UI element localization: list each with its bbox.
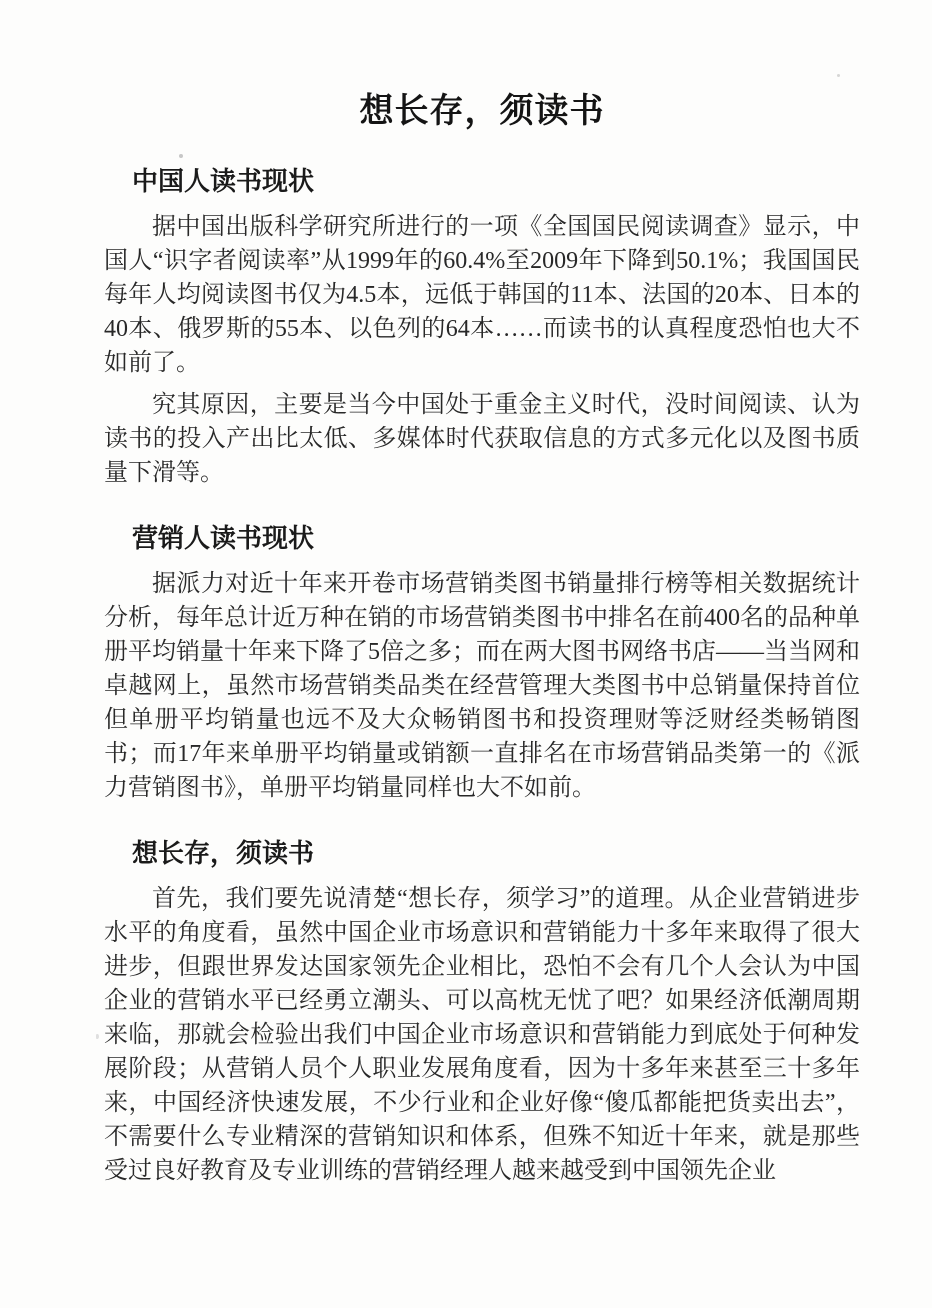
page-title: 想长存，须读书 [359,92,605,130]
section-heading-china-reading-status: 中国人读书现状 [132,166,315,196]
text-column [104,0,860,1196]
scan-speck [96,1034,99,1039]
section-heading-marketer-reading-status: 营销人读书现状 [132,523,315,553]
paragraph: 究其原因，主要是当今中国处于重金主义时代，没时间阅读、认为读书的投入产出比太低、多媒体时代获取信息的方式多元化以及图书质量下滑等。 [104,392,860,486]
paragraph: 首先，我们要先说清楚“想长存，须学习”的道理。从企业营销进步水平的角度看，虽然中国企业市场意识和营销能力十多年来取得了很大进步，但跟世界发达国家领先企业相比，恐怕不会有几个人会认为中国企业的营销水平已经勇立潮头、可以高枕无忧了吧？如果经济低潮周期来临，那就会检验出我们中国企业市场意识和营销能力到底处于何种发展阶段；从营销人员个人职业发展角度看，因为十多年来甚至三十多年来，中国经济快速发展，不少行业和企业好像“傻瓜都能把货卖出去”，不需要什么专业精深的营销知识和体系，但殊不知近十年来，就是那些受过良好教育及专业训练的营销经理人越来越受到中国领先企业 [104,886,860,1184]
section-heading-must-read-books: 想长存，须读书 [132,838,315,868]
paragraph: 据中国出版科学研究所进行的一项《全国国民阅读调查》显示，中国人“识字者阅读率”从1999年的60.4%至2009年下降到50.1%；我国国民每年人均阅读图书仅为4.5本，远低于韩国的11本、法国的20本、日本的40本、俄罗斯的55本、以色列的64本……而读书的认真程度恐怕也大不如前了。 [104,214,860,376]
paragraph: 据派力对近十年来开卷市场营销类图书销量排行榜等相关数据统计分析，每年总计近万种在销的市场营销类图书中排名在前400名的品种单册平均销量十年来下降了5倍之多；而在两大图书网络书店——当当网和卓越网上，虽然市场营销类品类在经营管理大类图书中总销量保持首位但单册平均销量也远不及大众畅销图书和投资理财等泛财经类畅销图书；而17年来单册平均销量或销额一直排名在市场营销品类第一的《派力营销图书》，单册平均销量同样也大不如前。 [104,571,860,801]
